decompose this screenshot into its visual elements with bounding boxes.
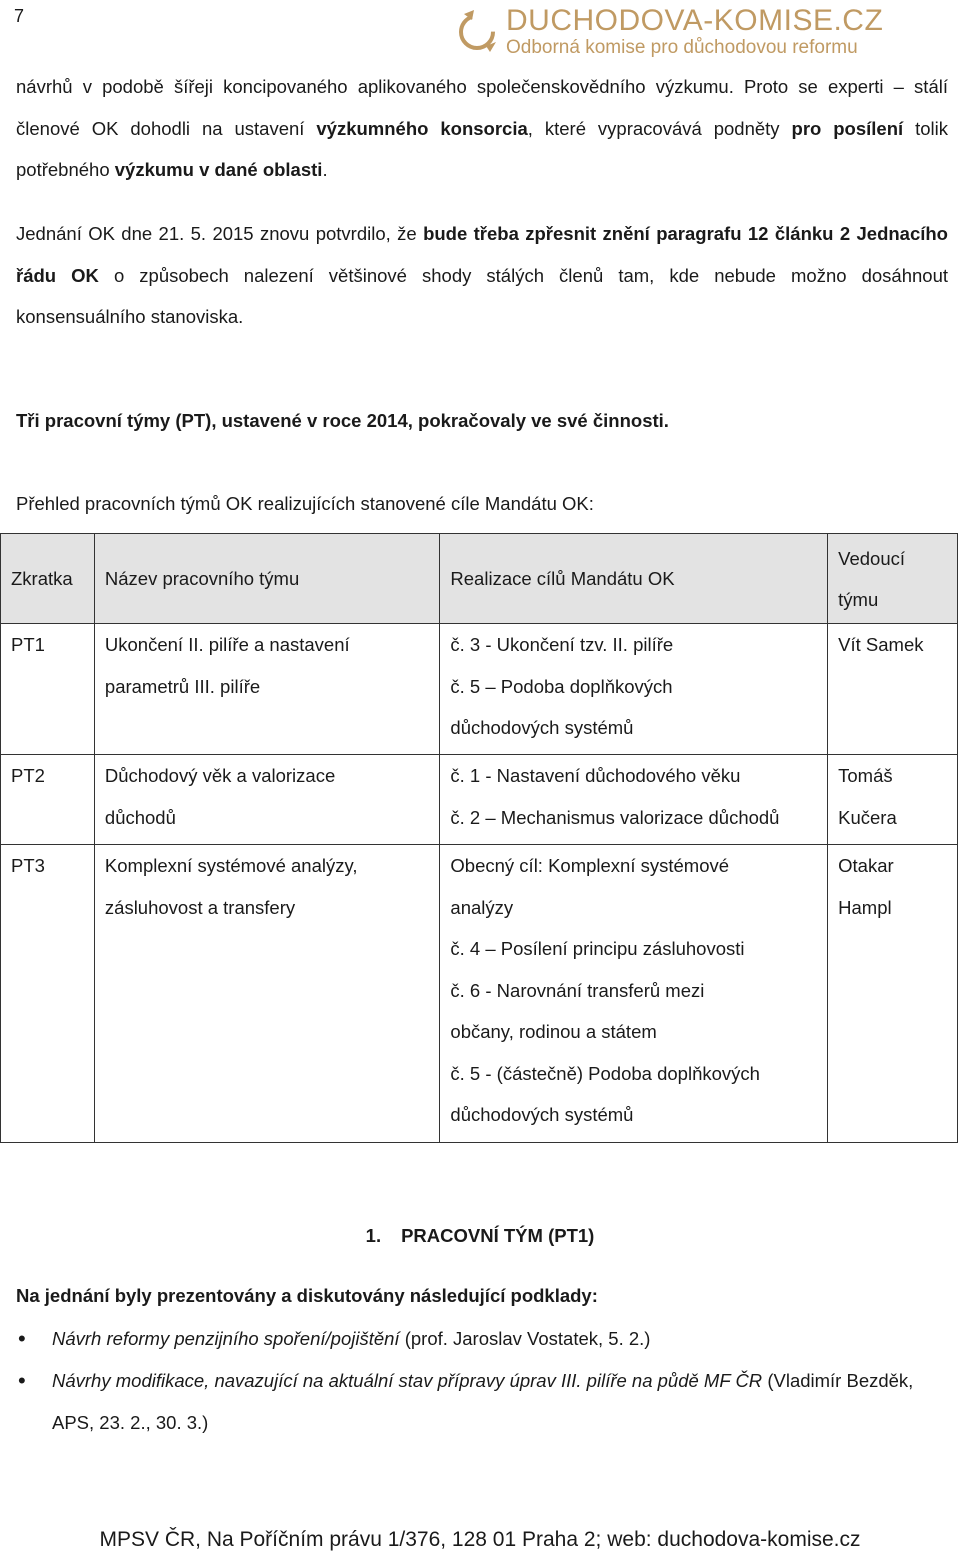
section-number: 1. — [365, 1225, 382, 1246]
cell-lead — [828, 755, 958, 845]
text-run: , které vypracovává podněty — [527, 117, 792, 139]
cell-abbr: PT1 — [1, 624, 95, 755]
overview-heading: Přehled pracovních týmů OK realizujících stanovené cíle Mandátu OK: — [16, 493, 594, 514]
page-footer: MPSV ČR, Na Poříčním právu 1/376, 128 01 Praha 2; web: duchodova-komise.cz — [99, 1528, 861, 1551]
cell-goals-line: důchodových systémů — [450, 1104, 634, 1125]
teams-continued-heading: Tři pracovní týmy (PT), ustavené v roce 2014, pokračovaly ve své činnosti. — [16, 410, 669, 431]
bold-text-run: výzkumného konsorcia — [316, 117, 528, 139]
document-title: Návrhy modifikace, navazující na aktuální stav přípravy úprav III. pilíře na půdě MF ČR — [52, 1370, 763, 1391]
text-run: o způsobech nalezení většinové shody stálých členů tam, kde nebude možno dosáhnout konsensuálního stanoviska. — [16, 264, 948, 327]
header-lead-line1: Vedoucí — [838, 547, 906, 569]
cell-goals-line: č. 4 – Posílení principu zásluhovosti — [450, 938, 745, 959]
section-title — [0, 1225, 960, 1247]
table-header-row — [1, 534, 958, 624]
cell-goals-line: č. 6 - Narovnání transferů mezi — [450, 979, 705, 1001]
cell-goals-line: důchodových systémů — [450, 717, 634, 738]
cell-lead-line: Vít Samek — [838, 634, 924, 655]
bold-text-run: pro posílení — [791, 117, 904, 139]
logo-emblem-icon — [452, 6, 502, 54]
cell-goals-line: č. 5 – Podoba doplňkových — [450, 675, 673, 697]
document-author: (prof. Jaroslav Vostatek, 5. 2.) — [399, 1328, 651, 1349]
cell-goals-line: č. 3 - Ukončení tzv. II. pilíře — [450, 634, 674, 655]
header-name: Název pracovního týmu — [94, 534, 440, 624]
cell-goals-line: občany, rodinou a státem — [450, 1021, 657, 1042]
cell-goals-line: Obecný cíl: Komplexní systémové — [450, 855, 730, 876]
bold-text-run: bude třeba zpřesnit znění paragrafu 12 článku 2 Jednacího řádu OK — [16, 223, 948, 286]
section-intro: Na jednání byly prezentovány a diskutovány následující podklady: — [16, 1285, 598, 1306]
cell-name-line: zásluhovost a transfery — [104, 896, 296, 918]
header-abbr: Zkratka — [1, 534, 95, 624]
list-item — [0, 1360, 950, 1444]
cell-name — [94, 624, 440, 755]
text-run: Jednání OK dne 21. 5. 2015 znovu potvrdilo, že — [16, 223, 424, 244]
cell-goals-line: č. 5 - (částečně) Podoba doplňkových — [450, 1062, 760, 1084]
cell-goals — [440, 845, 828, 1143]
list-item — [0, 1318, 950, 1360]
teams-table — [0, 533, 958, 1143]
cell-goals — [440, 624, 828, 755]
cell-lead-line: Otakar — [838, 855, 894, 876]
cell-lead-line: Tomáš — [838, 765, 893, 786]
cell-lead — [828, 845, 958, 1143]
cell-name — [94, 845, 440, 1143]
header-lead — [828, 534, 958, 624]
site-logo[interactable] — [450, 4, 950, 56]
cell-goals-line: č. 1 - Nastavení důchodového věku — [450, 765, 741, 786]
cell-abbr: PT3 — [1, 845, 95, 1143]
cell-name-line: parametrů III. pilíře — [104, 675, 261, 697]
table-row — [1, 755, 958, 845]
materials-list — [0, 1318, 950, 1444]
cell-name-line: důchodů — [104, 806, 176, 828]
cell-name — [94, 755, 440, 845]
cell-abbr: PT2 — [1, 755, 95, 845]
section-title-text: PRACOVNÍ TÝM (PT1) — [401, 1225, 595, 1246]
text-run: tolik potřebného — [16, 117, 948, 180]
logo-subtitle: Odborná komise pro důchodovou reformu — [506, 37, 858, 58]
text-run: . — [322, 159, 328, 180]
cell-goals — [440, 755, 828, 845]
cell-lead-line: Hampl — [838, 896, 892, 918]
bold-text-run: výzkumu v dané oblasti — [114, 159, 323, 180]
document-title: Návrh reformy penzijního spoření/pojištění — [52, 1328, 400, 1349]
header-goals: Realizace cílů Mandátu OK — [440, 534, 828, 624]
intro-paragraph-1 — [16, 66, 948, 191]
cell-lead — [828, 624, 958, 755]
cell-name-line: Komplexní systémové analýzy, — [104, 855, 358, 876]
logo-title: DUCHODOVA-KOMISE.CZ — [506, 4, 884, 37]
cell-goals-line: analýzy — [450, 896, 514, 918]
intro-paragraph-2 — [16, 213, 948, 338]
cell-lead-line: Kučera — [838, 806, 897, 828]
cell-goals-line: č. 2 – Mechanismus valorizace důchodů — [450, 806, 780, 828]
cell-name-line: Důchodový věk a valorizace — [104, 765, 336, 786]
header-lead-line2: týmu — [838, 588, 879, 610]
page-number: 7 — [14, 6, 25, 26]
document-author: (Vladimír Bezděk, APS, 23. 2., 30. 3.) — [52, 1370, 914, 1433]
cell-name-line: Ukončení II. pilíře a nastavení — [104, 634, 350, 655]
table-row — [1, 624, 958, 755]
table-row — [1, 845, 958, 1143]
text-run: návrhů v podobě šířeji koncipovaného aplikovaného společenskovědního výzkumu. Proto se experti – stálí členové OK dohodli na ustavení — [16, 76, 948, 139]
